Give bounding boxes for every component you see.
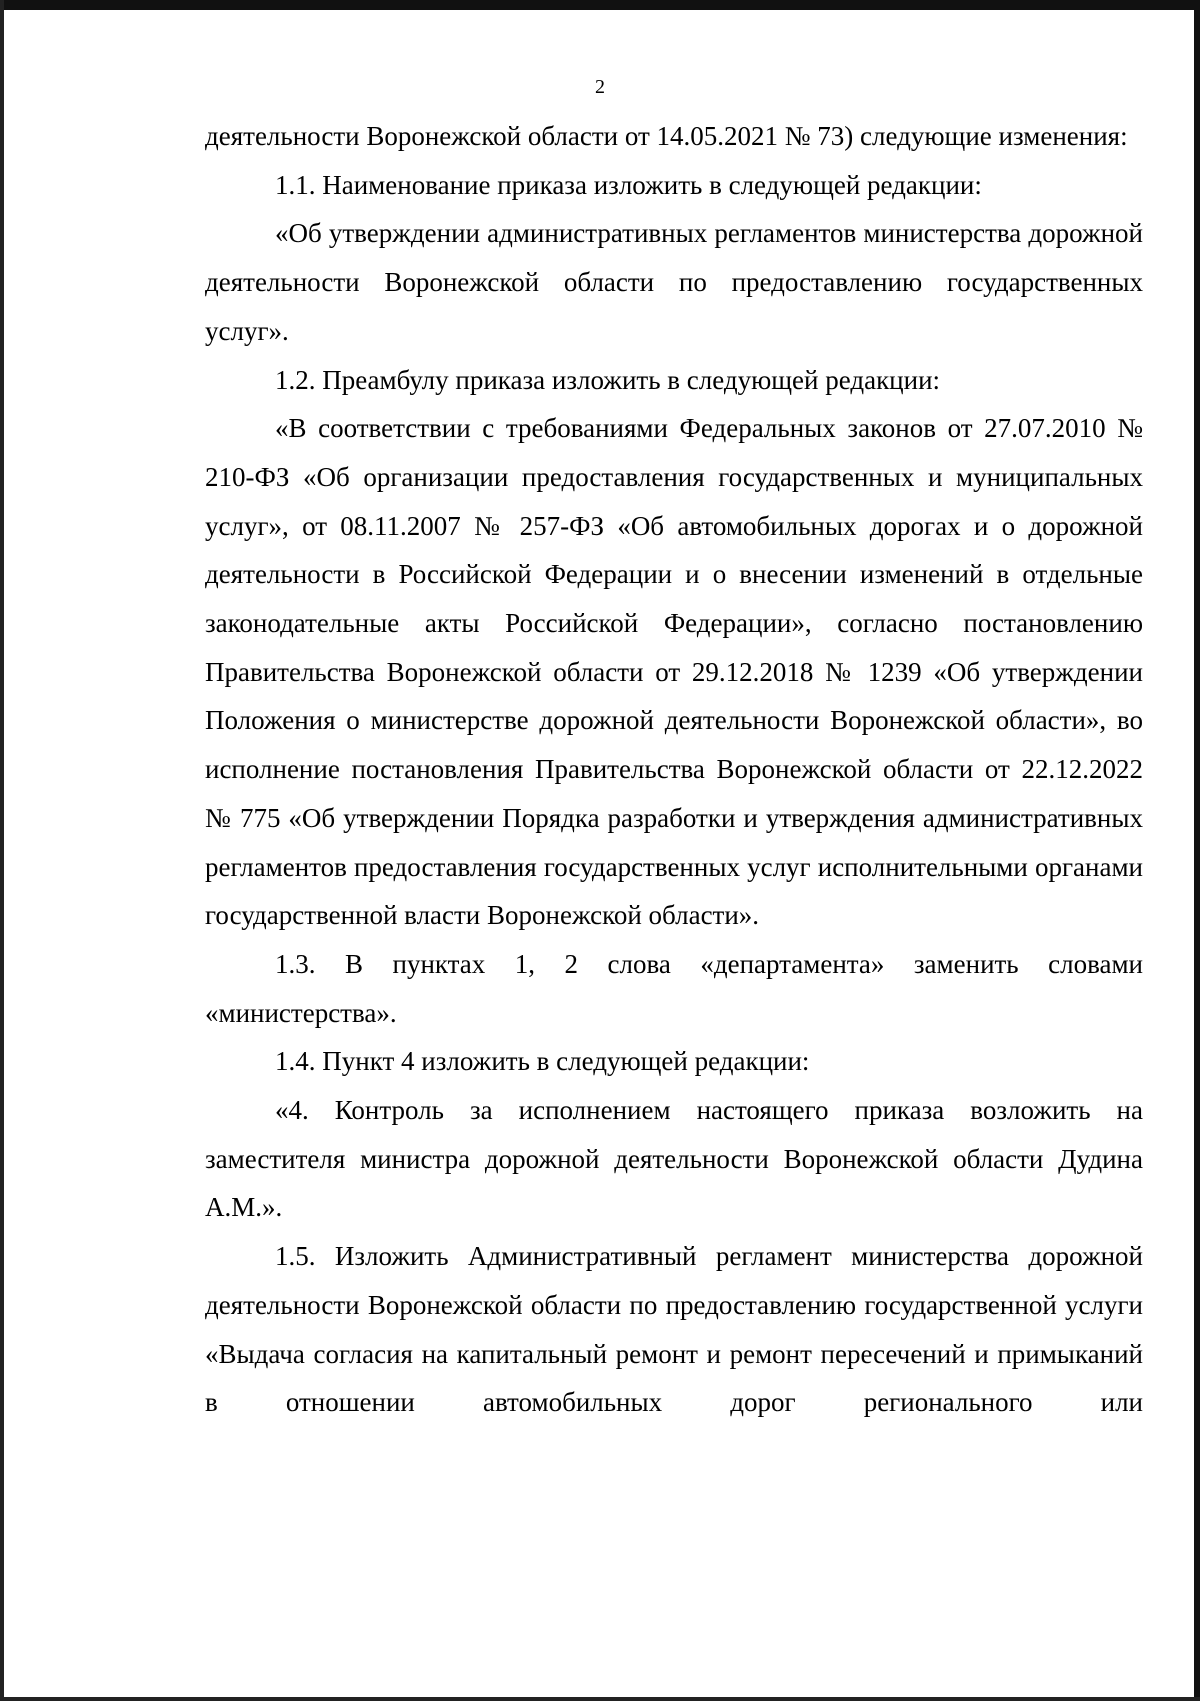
paragraph-preamble: «В соответствии с требованиями Федеральных законов от 27.07.2010 № 210-ФЗ «Об организации предоставления государственных и муниципальных услуг», от 08.11.2007 № 257-ФЗ «Об автомобильных дорогах и о дорожной деятельности в Российской Федерации и о внесении изменений в отдельные законодательные акты Российской Федерации», согласно постановлению Правительства Воронежской области от 29.12.2018 № 1239 «Об утверждении Положения о министерстве дорожной деятельности Воронежской области», во исполнение постановления Правительства Воронежской области от 22.12.2022 № 775 «Об утверждении Порядка разработки и утверждения административных регламентов предоставления государственных услуг исполнительными органами государственной власти Воронежской области». bbox=[205, 413, 1143, 931]
paragraph-1-1: 1.1. Наименование приказа изложить в следующей редакции: bbox=[275, 169, 982, 200]
paragraph-1-3: 1.3. В пунктах 1, 2 слова «департамента» заменить словами «министерства». bbox=[205, 948, 1143, 1028]
document-body bbox=[205, 112, 1143, 1427]
paragraph-1-5: 1.5. Изложить Административный регламент министерства дорожной деятельности Воронежской области по предоставлению государственной услуги «Выдача согласия на капитальный ремонт и ремонт пересечений и примыканий в отношении автомобильных дорог регионального или bbox=[205, 1241, 1143, 1418]
page-number: 2 bbox=[595, 76, 605, 98]
scan-border-left bbox=[0, 0, 4, 1701]
scan-border-top bbox=[0, 0, 1200, 10]
paragraph-point-4: «4. Контроль за исполнением настоящего приказа возложить на заместителя министра дорожной деятельности Воронежской области Дудина А.М.». bbox=[205, 1095, 1143, 1223]
scan-border-bottom bbox=[0, 1697, 1200, 1701]
paragraph-order-title: «Об утверждении административных регламентов министерства дорожной деятельности Воронежской области по предоставлению государственных услуг». bbox=[205, 218, 1143, 346]
paragraph-1-4: 1.4. Пункт 4 изложить в следующей редакции: bbox=[275, 1046, 810, 1077]
scan-border-right bbox=[1194, 0, 1200, 1701]
paragraph-continuation: деятельности Воронежской области от 14.05.2021 № 73) следующие изменения: bbox=[205, 121, 1128, 151]
paragraph-1-2: 1.2. Преамбулу приказа изложить в следующей редакции: bbox=[275, 364, 941, 395]
